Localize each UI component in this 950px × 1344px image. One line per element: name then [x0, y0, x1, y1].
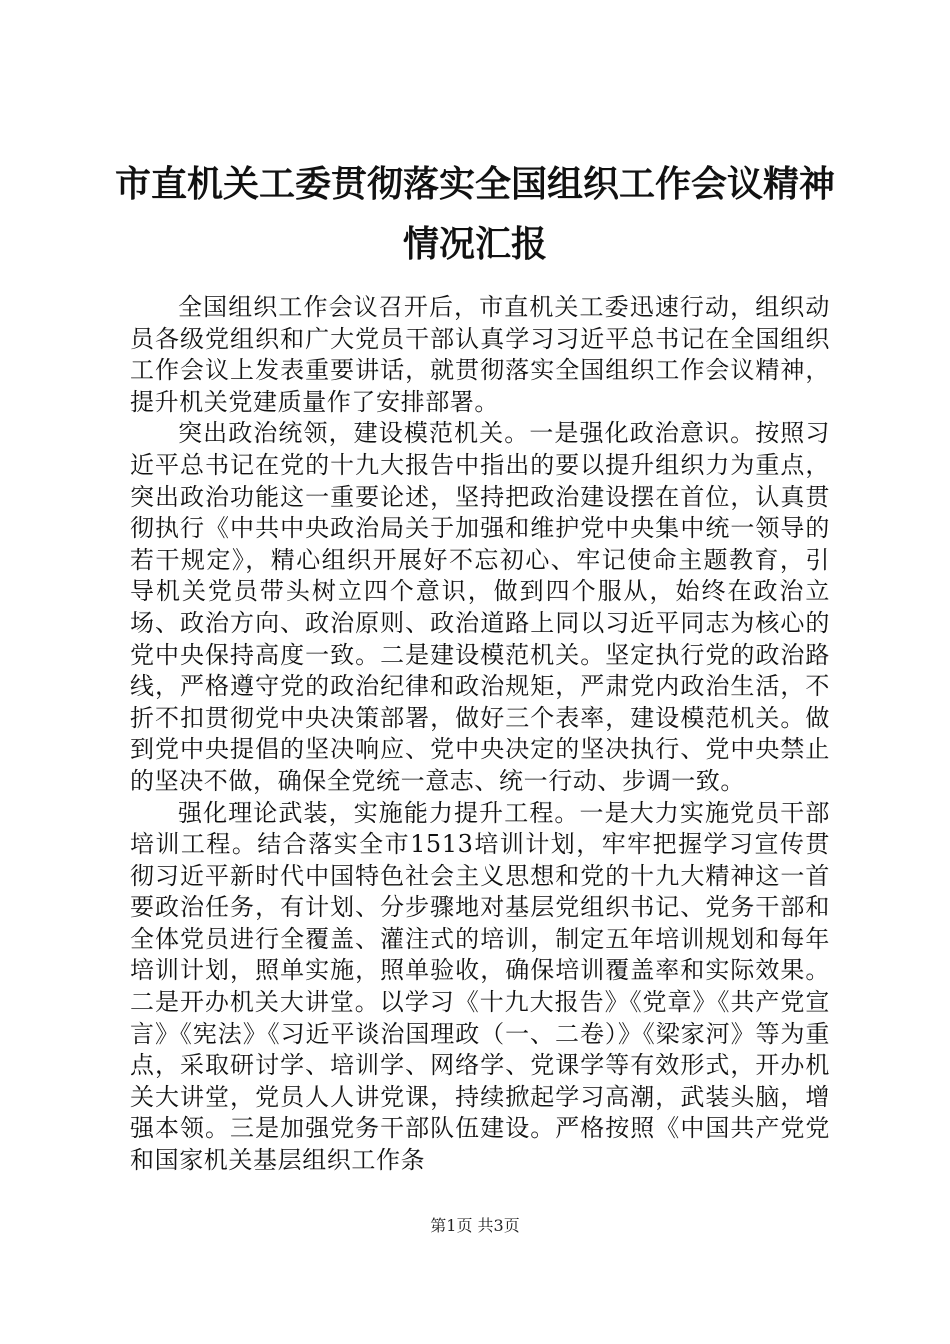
document-title-line-2: 情况汇报	[402, 223, 547, 265]
document-body	[130, 292, 830, 1177]
paragraph-political-leadership: 突出政治统领，建设模范机关。一是强化政治意识。按照习近平总书记在党的十九大报告中指出的要以提升组织力为重点，突出政治功能这一重要论述，坚持把政治建设摆在首位，认真贯彻执行《中共中央政治局关于加强和维护党中央集中统一领导的若干规定》，精心组织开展好不忘初心、牢记使命主题教育，引导机关党员带头树立四个意识，做到四个服从，始终在政治立场、政治方向、政治原则、政治道路上同以习近平同志为核心的党中央保持高度一致。二是建设模范机关。坚定执行党的政治路线，严格遵守党的政治纪律和政治规矩，严肃党内政治生活，不折不扣贯彻党中央决策部署，做好三个表率，建设模范机关。做到党中央提倡的坚决响应、党中央决定的坚决执行、党中央禁止的坚决不做，确保全党统一意志、统一行动、步调一致。	[130, 419, 830, 795]
document-title-line-1: 市直机关工委贯彻落实全国组织工作会议精神	[114, 163, 835, 205]
page-number-footer: 第1页 共3页	[430, 1216, 520, 1235]
paragraph-intro: 全国组织工作会议召开后，市直机关工委迅速行动，组织动员各级党组织和广大党员干部认真学习习近平总书记在全国组织工作会议上发表重要讲话，就贯彻落实全国组织工作会议精神，提升机关党建质量作了安排部署。	[130, 293, 830, 416]
paragraph-theory-armament: 强化理论武装，实施能力提升工程。一是大力实施党员干部培训工程。结合落实全市1513培训计划，牢牢把握学习宣传贯彻习近平新时代中国特色社会主义思想和党的十九大精神这一首要政治任务，有计划、分步骤地对基层党组织书记、党务干部和全体党员进行全覆盖、灌注式的培训，制定五年培训规划和每年培训计划，照单实施，照单验收，确保培训覆盖率和实际效果。二是开办机关大讲堂。以学习《十九大报告》《党章》《共产党宣言》《宪法》《习近平谈治国理政（一、二卷）》《梁家河》等为重点，采取研讨学、培训学、网络学、党课学等有效形式，开办机关大讲堂，党员人人讲党课，持续掀起学习高潮，武装头脑，增强本领。三是加强党务干部队伍建设。严格按照《中国共产党党和国家机关基层组织工作条	[130, 798, 830, 1175]
